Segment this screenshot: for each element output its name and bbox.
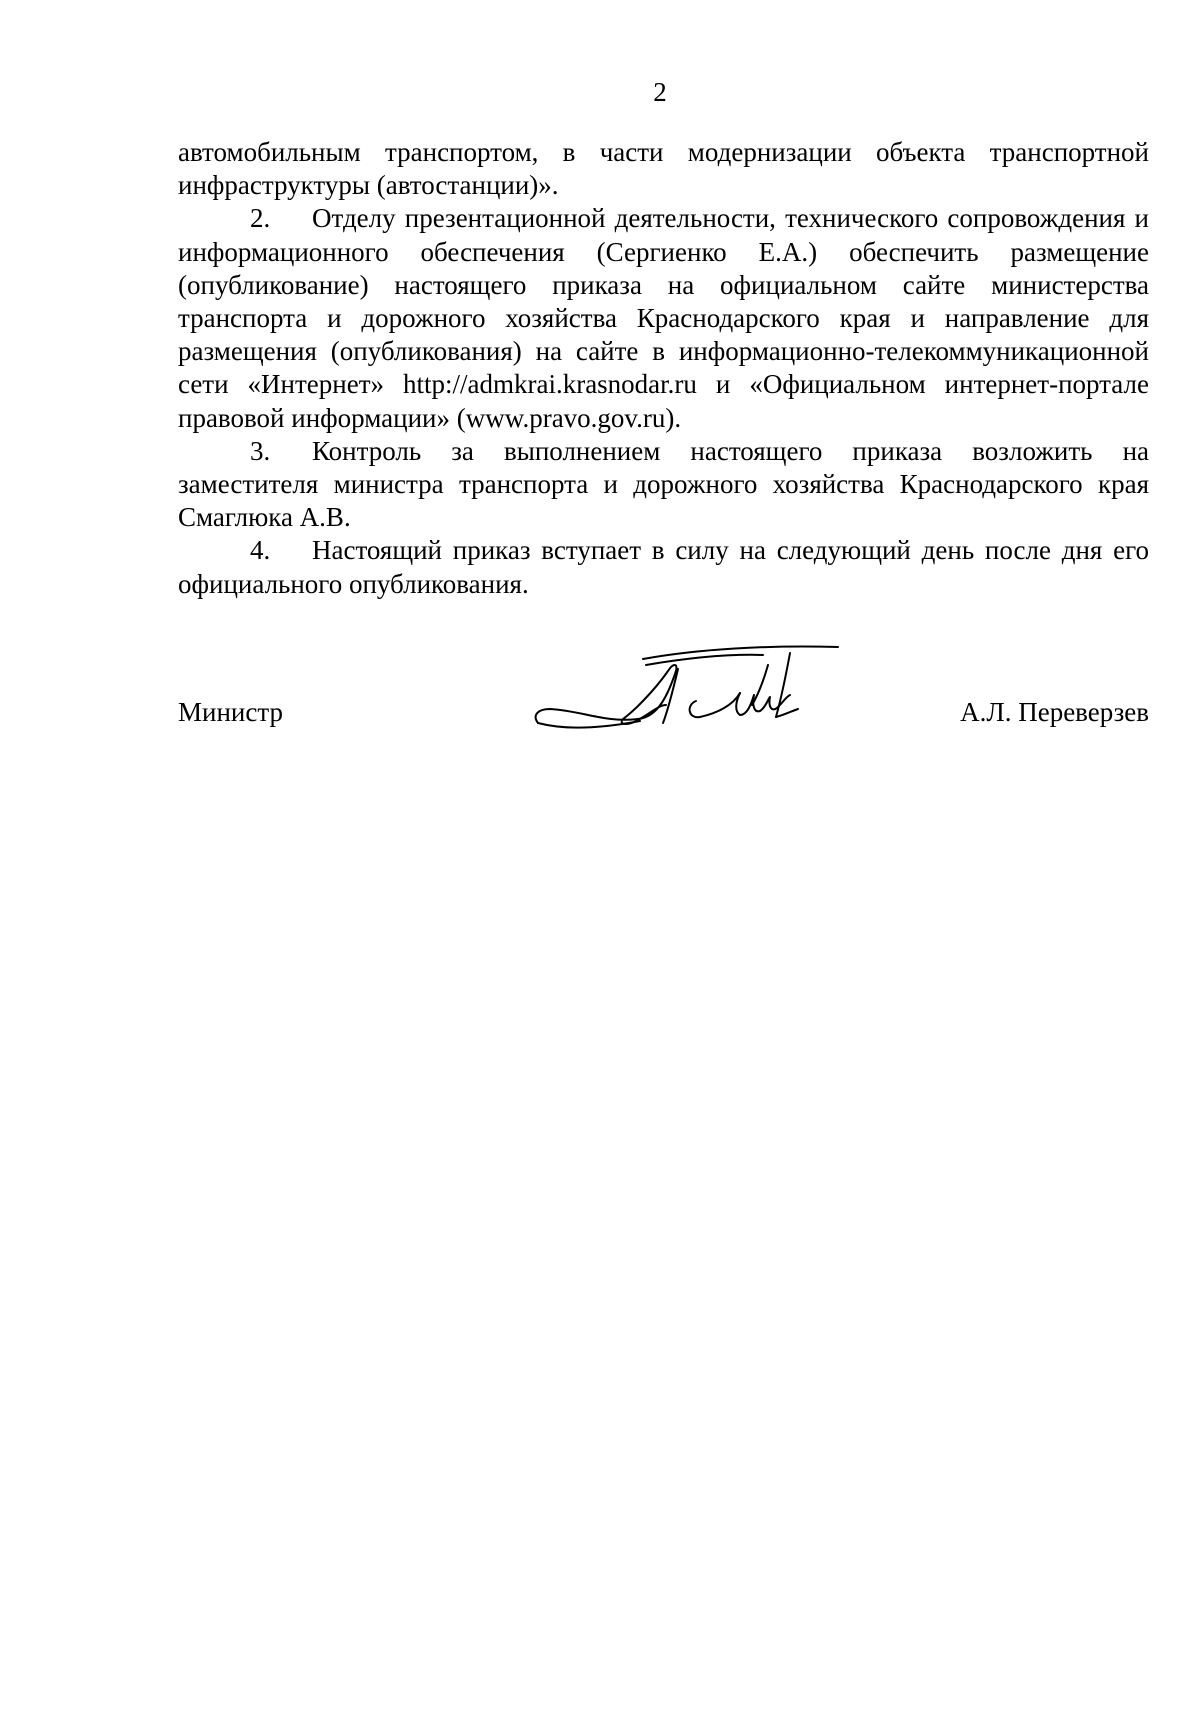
paragraph-3 [178, 435, 1149, 535]
paragraph-text: Контроль за выполнением настоящего приказа возложить на заместителя министра транспорта и дорожного хозяйства Краснодарского края Смаглюка А.В. [178, 435, 1149, 533]
paragraph-4 [178, 534, 1149, 600]
handwritten-signature [528, 635, 908, 745]
page-number: 2 [653, 77, 667, 107]
paragraph-number: 3. [250, 435, 271, 466]
signature-block [178, 635, 1149, 755]
paragraph-number: 2. [250, 203, 271, 234]
paragraph-text: Отделу презентационной деятельности, технического сопровождения и информационного обеспечения (Сергиенко Е.А.) обеспечить размещение (опубликование) настоящего приказа на официальном сайте министерства транспорта и дорожного хозяйства Краснодарского края и направление для размещения (опубликования) на сайте в информационно-телекоммуникационной сети «Интернет» http://admkrai.krasnodar.ru и «Официальном интернет-портале правовой информации» (www.pravo.gov.ru). [178, 203, 1149, 433]
paragraph-continuation [178, 136, 1149, 202]
signatory-name: А.Л. Переверзев [960, 697, 1149, 727]
paragraph-number: 4. [250, 535, 271, 566]
paragraph-text: Настоящий приказ вступает в силу на следующий день после дня его официального опубликования. [178, 535, 1149, 599]
paragraph-text: автомобильным транспортом, в части модернизации объекта транспортной инфраструктуры (автостанции)». [178, 137, 1149, 201]
signatory-position: Министр [178, 697, 283, 727]
paragraph-2 [178, 202, 1149, 434]
document-body [178, 136, 1149, 601]
